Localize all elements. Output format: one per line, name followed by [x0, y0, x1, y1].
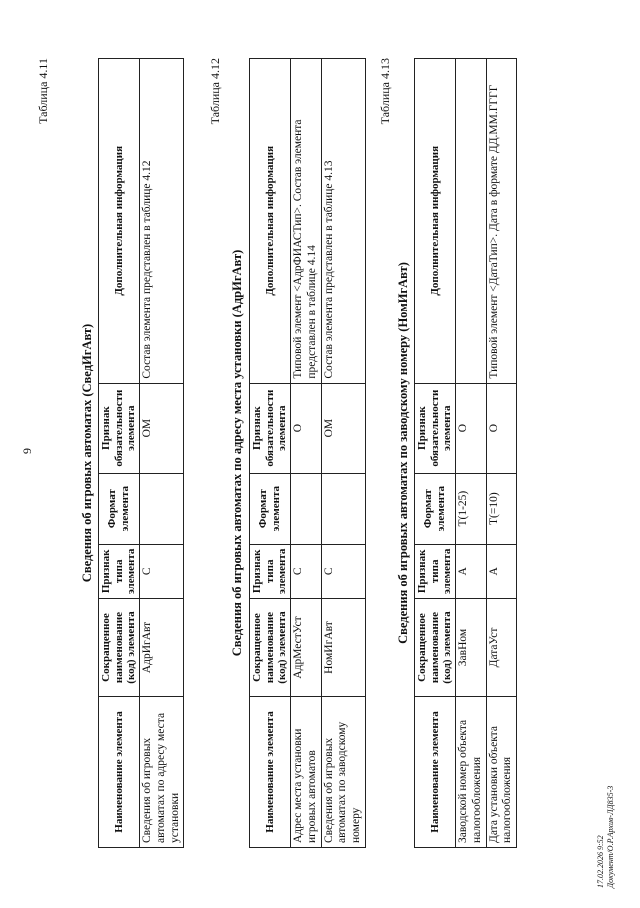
- header-cell: Наименование элемента: [250, 697, 291, 848]
- table-cell: НомИгАвт: [321, 599, 365, 697]
- table-cell: С: [321, 544, 365, 598]
- table-cell: Состав элемента представлен в таблице 4.13: [321, 59, 365, 384]
- table-cell: Т(=10): [486, 473, 517, 544]
- page-number: 9: [20, 448, 34, 454]
- header-cell: Сокращенное наименование (код) элемента: [99, 599, 140, 697]
- table-header-row: [250, 59, 291, 848]
- footer-date: 17.02.2026 9:52: [596, 835, 605, 888]
- table-cell: Заводской номер объекта налогообложения: [455, 697, 486, 848]
- header-cell: Признак типа элемента: [415, 544, 456, 598]
- header-cell: Признак обязательности элемента: [415, 383, 456, 473]
- table-cell: ДатаУст: [486, 599, 517, 697]
- footer-stamp: [596, 688, 615, 888]
- table-cell: ЗавНом: [455, 599, 486, 697]
- table-cell: Сведения об игровых автоматах по заводскому номеру: [321, 697, 365, 848]
- header-cell: Признак типа элемента: [99, 544, 140, 598]
- table-cell: С: [139, 544, 183, 598]
- table-cell: О: [486, 383, 517, 473]
- header-cell: Признак типа элемента: [250, 544, 291, 598]
- table-4-13-label: Таблица 4.13: [378, 58, 392, 125]
- table-cell: Сведения об игровых автоматах по адресу места установки: [139, 697, 183, 848]
- table-cell: [290, 473, 321, 544]
- header-cell: Признак обязательности элемента: [250, 383, 291, 473]
- table-cell: ОМ: [139, 383, 183, 473]
- header-cell: Дополнительная информация: [250, 59, 291, 384]
- header-cell: Дополнительная информация: [99, 59, 140, 384]
- table-4-13: [414, 58, 517, 848]
- table-cell: А: [486, 544, 517, 598]
- footer-doc-id: Документ/О.Р.Архив-ЛД835-3: [605, 785, 615, 888]
- table-cell: ОМ: [321, 383, 365, 473]
- table-cell: Адрес места установки игровых автоматов: [290, 697, 321, 848]
- table-4-11-label: Таблица 4.11: [36, 58, 50, 124]
- table-4-11-title: Сведения об игровых автоматах (СведИгАвт): [80, 323, 94, 583]
- table-cell: [455, 59, 486, 384]
- header-cell: Сокращенное наименование (код) элемента: [415, 599, 456, 697]
- table-cell: С: [290, 544, 321, 598]
- table-header-row: [99, 59, 140, 848]
- table-cell: А: [455, 544, 486, 598]
- table-row: [486, 59, 517, 848]
- table-4-12-label: Таблица 4.12: [208, 58, 222, 125]
- table-cell: [139, 473, 183, 544]
- table-cell: Т(1-25): [455, 473, 486, 544]
- table-4-13-title: Сведения об игровых автоматах по заводскому номеру (НомИгАвт): [396, 262, 410, 644]
- header-cell: Наименование элемента: [99, 697, 140, 848]
- table-cell: АдрИгАвт: [139, 599, 183, 697]
- header-cell: Дополнительная информация: [415, 59, 456, 384]
- table-4-12: [249, 58, 366, 848]
- table-cell: АдрМестУст: [290, 599, 321, 697]
- table-cell: Дата установки объекта налогообложения: [486, 697, 517, 848]
- table-row: [455, 59, 486, 848]
- table-cell: Типовой элемент <АдрФИАСТип>. Состав элемента представлен в таблице 4.14: [290, 59, 321, 384]
- table-cell: Типовой элемент <ДатаТип>. Дата в формате ДД.ММ.ГГГГ: [486, 59, 517, 384]
- header-cell: Признак обязательности элемента: [99, 383, 140, 473]
- table-cell: Состав элемента представлен в таблице 4.12: [139, 59, 183, 384]
- table-cell: [321, 473, 365, 544]
- table-row: [139, 59, 183, 848]
- table-header-row: [415, 59, 456, 848]
- header-cell: Формат элемента: [99, 473, 140, 544]
- table-row: [321, 59, 365, 848]
- table-cell: О: [455, 383, 486, 473]
- header-cell: Формат элемента: [250, 473, 291, 544]
- header-cell: Наименование элемента: [415, 697, 456, 848]
- table-4-12-title: Сведения об игровых автоматах по адресу места установки (АдрИгАвт): [230, 249, 244, 657]
- header-cell: Сокращенное наименование (код) элемента: [250, 599, 291, 697]
- table-cell: О: [290, 383, 321, 473]
- header-cell: Формат элемента: [415, 473, 456, 544]
- table-4-11: [98, 58, 184, 848]
- table-row: [290, 59, 321, 848]
